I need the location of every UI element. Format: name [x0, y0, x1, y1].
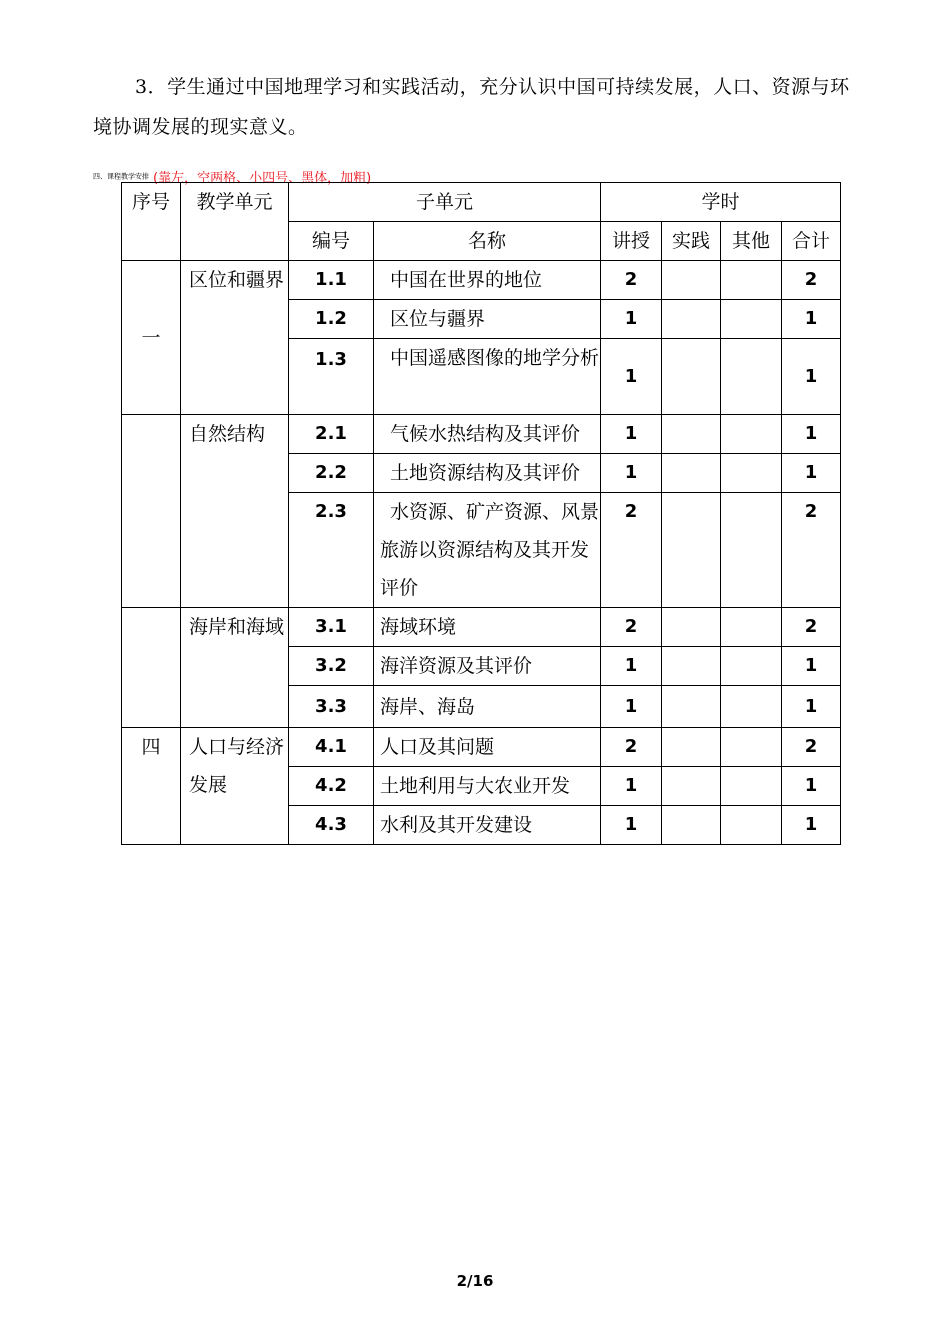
row-other [721, 261, 782, 300]
row-total: 1 [782, 767, 841, 806]
group-unit: 区位和疆界 [181, 261, 289, 415]
row-lecture: 2 [601, 728, 662, 767]
header-lecture: 讲授 [601, 222, 662, 261]
row-name: 水利及其开发建设 [374, 806, 601, 845]
row-total: 2 [782, 728, 841, 767]
table-row [122, 728, 841, 767]
row-name: 中国遥感图像的地学分析 [374, 339, 601, 415]
row-practice [662, 493, 721, 608]
row-total: 1 [782, 454, 841, 493]
table-row [122, 261, 841, 300]
row-code: 3.1 [289, 608, 374, 647]
row-practice [662, 686, 721, 728]
row-lecture: 1 [601, 454, 662, 493]
intro-number: 3． [135, 76, 168, 98]
row-code: 3.2 [289, 647, 374, 686]
group-seq [122, 415, 181, 608]
row-total: 1 [782, 686, 841, 728]
row-code: 1.1 [289, 261, 374, 300]
row-lecture: 1 [601, 339, 662, 415]
row-lecture: 1 [601, 806, 662, 845]
row-lecture: 1 [601, 415, 662, 454]
row-code: 4.2 [289, 767, 374, 806]
schedule-table [121, 182, 841, 845]
row-other [721, 300, 782, 339]
intro-paragraph [93, 67, 863, 147]
row-lecture: 1 [601, 767, 662, 806]
row-other [721, 415, 782, 454]
table-row [122, 415, 841, 454]
format-note: (靠左，空两格、小四号、黑体，加粗) [153, 171, 372, 186]
row-total: 2 [782, 261, 841, 300]
row-lecture: 1 [601, 647, 662, 686]
row-practice [662, 647, 721, 686]
row-name: 海洋资源及其评价 [374, 647, 601, 686]
intro-text: 学生通过中国地理学习和实践活动，充分认识中国可持续发展，人口、资源与环境协调发展的现实意义。 [93, 76, 850, 138]
row-code: 3.3 [289, 686, 374, 728]
row-name: 土地利用与大农业开发 [374, 767, 601, 806]
row-practice [662, 454, 721, 493]
group-unit: 自然结构 [181, 415, 289, 608]
row-total: 2 [782, 608, 841, 647]
group-unit: 海岸和海域 [181, 608, 289, 728]
row-name: 人口及其问题 [374, 728, 601, 767]
row-lecture: 1 [601, 300, 662, 339]
row-practice [662, 300, 721, 339]
row-lecture: 1 [601, 686, 662, 728]
page-number: 2/16 [456, 1272, 494, 1290]
row-practice [662, 806, 721, 845]
header-hours: 学时 [601, 183, 841, 222]
row-other [721, 767, 782, 806]
row-other [721, 339, 782, 415]
row-name: 气候水热结构及其评价 [374, 415, 601, 454]
header-row-1 [122, 183, 841, 222]
header-unit: 教学单元 [181, 183, 289, 261]
row-name: 海域环境 [374, 608, 601, 647]
row-lecture: 2 [601, 261, 662, 300]
row-total: 1 [782, 647, 841, 686]
section-title: 四、课程教学安排 [93, 172, 149, 181]
row-practice [662, 608, 721, 647]
header-code: 编号 [289, 222, 374, 261]
row-code: 2.2 [289, 454, 374, 493]
row-other [721, 686, 782, 728]
row-name: 中国在世界的地位 [374, 261, 601, 300]
row-lecture: 2 [601, 493, 662, 608]
row-code: 4.3 [289, 806, 374, 845]
row-other [721, 493, 782, 608]
row-practice [662, 728, 721, 767]
row-code: 1.2 [289, 300, 374, 339]
group-seq: 四 [122, 728, 181, 845]
row-lecture: 2 [601, 608, 662, 647]
header-seq: 序号 [122, 183, 181, 261]
group-seq: 一 [122, 261, 181, 415]
row-total: 1 [782, 806, 841, 845]
row-other [721, 608, 782, 647]
row-other [721, 647, 782, 686]
row-practice [662, 767, 721, 806]
row-total: 2 [782, 493, 841, 608]
row-code: 4.1 [289, 728, 374, 767]
row-practice [662, 415, 721, 454]
header-subunit: 子单元 [289, 183, 601, 222]
row-name: 海岸、海岛 [374, 686, 601, 728]
row-name: 区位与疆界 [374, 300, 601, 339]
row-total: 1 [782, 415, 841, 454]
row-other [721, 806, 782, 845]
header-practice: 实践 [662, 222, 721, 261]
row-practice [662, 261, 721, 300]
row-code: 2.3 [289, 493, 374, 608]
row-name: 水资源、矿产资源、风景旅游以资源结构及其开发评价 [374, 493, 601, 608]
row-total: 1 [782, 339, 841, 415]
header-other: 其他 [721, 222, 782, 261]
row-practice [662, 339, 721, 415]
header-total: 合计 [782, 222, 841, 261]
row-name: 土地资源结构及其评价 [374, 454, 601, 493]
table-row [122, 608, 841, 647]
header-name: 名称 [374, 222, 601, 261]
row-other [721, 454, 782, 493]
row-code: 1.3 [289, 339, 374, 415]
row-total: 1 [782, 300, 841, 339]
group-seq [122, 608, 181, 728]
row-code: 2.1 [289, 415, 374, 454]
group-unit: 人口与经济发展 [181, 728, 289, 845]
row-other [721, 728, 782, 767]
